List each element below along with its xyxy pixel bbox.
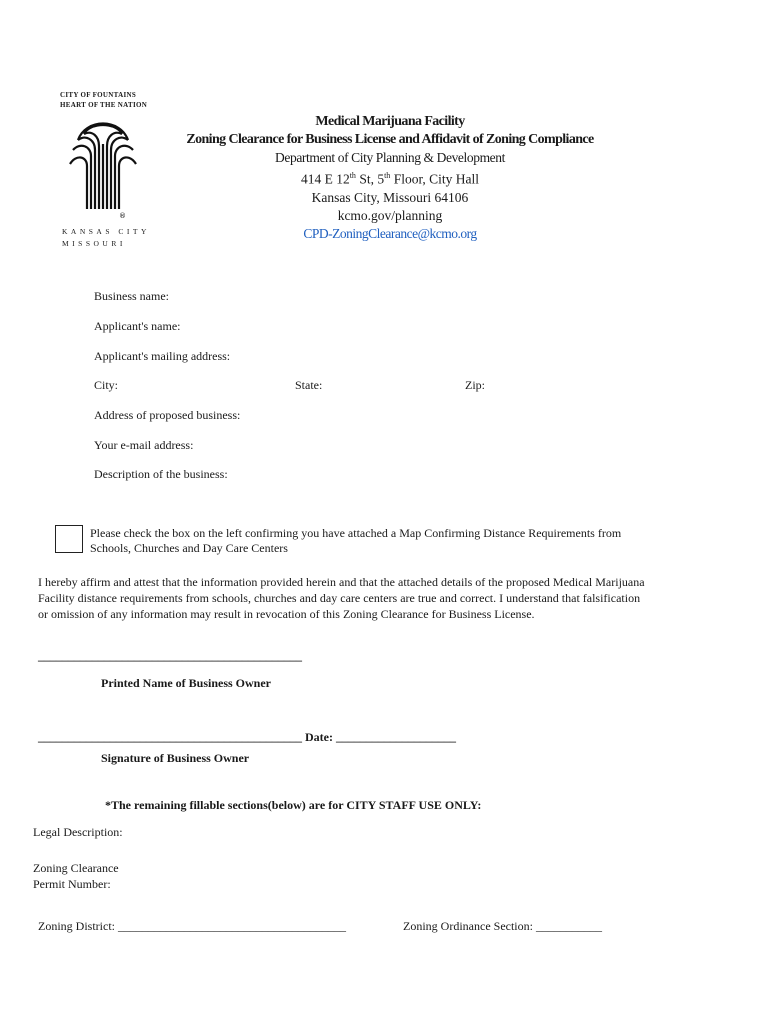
legal-description-label: Legal Description: <box>33 825 123 839</box>
kansas-city-logo <box>60 90 160 255</box>
staff-use-note: *The remaining fillable sections(below) are for CITY STAFF USE ONLY: <box>105 798 482 812</box>
zoning-ordinance-field[interactable]: Zoning Ordinance Section: ___________ <box>403 919 602 933</box>
map-attached-checkbox[interactable] <box>55 525 83 553</box>
address-end: Floor, City Hall <box>390 171 480 187</box>
mailing-address-label: Applicant's mailing address: <box>94 349 231 363</box>
logo-line-1: CITY OF FOUNTAINS <box>60 91 137 99</box>
email-label: Your e-mail address: <box>94 438 194 452</box>
city-state-zip: Kansas City, Missouri 64106 <box>311 189 469 205</box>
city-label: City: <box>94 378 119 392</box>
form-header <box>170 113 610 243</box>
form-title-1: Medical Marijuana Facility <box>315 114 465 129</box>
address-number: 414 E 12 <box>300 171 350 187</box>
email-link[interactable]: CPD-ZoningClearance@kcmo.org <box>303 225 477 241</box>
affirmation-paragraph <box>38 574 738 622</box>
logo-line-4: MISSOURI <box>62 239 126 248</box>
affirmation-line-3: or omission of any information may result in revocation of this Zoning Clearance for Business License. <box>38 607 535 621</box>
affirmation-line-2: Facility distance requirements from schools, churches and day care centers are true and correct. I understand that falsification <box>38 591 641 605</box>
svg-text:®: ® <box>119 212 126 220</box>
affirmation-line-1: I hereby affirm and attest that the information provided herein and that the attached details of the proposed Medical Marijuana <box>38 575 645 589</box>
website-link[interactable]: kcmo.gov/planning <box>337 207 443 223</box>
permit-label-line-2: Permit Number: <box>33 877 111 891</box>
permit-number-label <box>33 861 119 891</box>
form-title-2: Zoning Clearance for Business License and Affidavit of Zoning Compliance <box>186 132 594 147</box>
address-middle: St, 5 <box>355 171 385 187</box>
address-suffix-1: th <box>349 171 356 180</box>
signature-date-line[interactable]: ____________________________________________ Date: ____________________ <box>38 730 456 744</box>
zip-label: Zip: <box>465 378 485 392</box>
permit-label-line-1: Zoning Clearance <box>33 861 119 875</box>
printed-name-line[interactable]: ____________________________________________ <box>38 649 302 663</box>
business-name-label: Business name: <box>94 289 169 303</box>
description-label: Description of the business: <box>94 467 228 481</box>
checkbox-instructions <box>90 526 690 556</box>
logo-city-name <box>62 226 150 250</box>
state-label: State: <box>295 378 323 392</box>
logo-line-3: KANSAS CITY <box>62 227 150 236</box>
fountain-icon <box>68 114 138 224</box>
logo-line-2: HEART OF THE NATION <box>60 101 148 109</box>
address-suffix-2: th <box>384 171 391 180</box>
street-address <box>170 167 610 189</box>
applicant-name-label: Applicant's name: <box>94 319 181 333</box>
department-name: Department of City Planning & Development <box>275 150 505 165</box>
zoning-district-field[interactable]: Zoning District: ______________________________________ <box>38 919 346 933</box>
signature-label: Signature of Business Owner <box>101 751 250 765</box>
printed-name-label: Printed Name of Business Owner <box>101 676 271 690</box>
checkbox-text-line-2: Schools, Churches and Day Care Centers <box>90 541 288 555</box>
checkbox-text-line-1: Please check the box on the left confirming you have attached a Map Confirming Distance Requirements from <box>90 526 622 540</box>
proposed-address-label: Address of proposed business: <box>94 408 241 422</box>
